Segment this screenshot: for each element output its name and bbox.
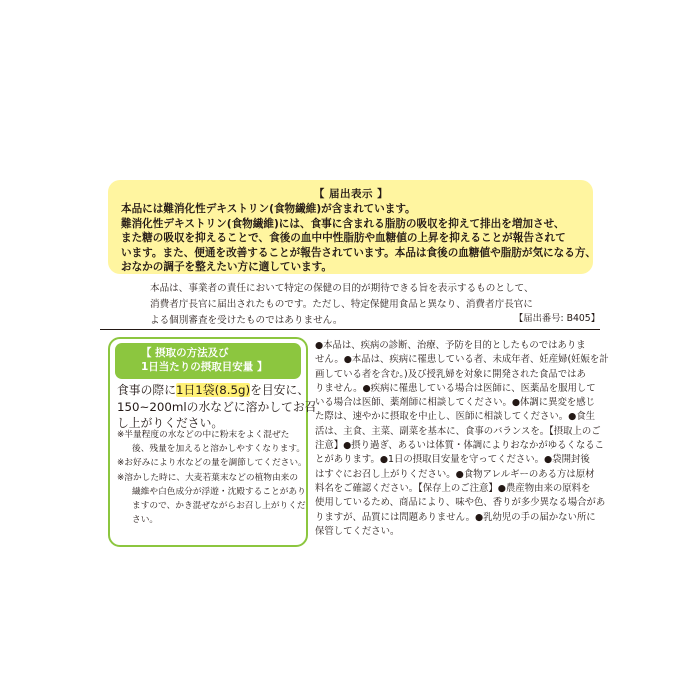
precaution-line: りません。●疾病に罹患している場合は医師に、医薬品を服用して [315,382,596,394]
precaution-line: せん。●本品は、疾病に罹患している者、未成年者、妊産婦(妊娠を計 [315,354,609,366]
intake-note [117,456,307,470]
dosage-highlight: 1日1袋(8.5g) [176,383,251,397]
precaution-line: 保管してください。 [315,525,400,537]
precaution-line: 使用しているため、商品により、味や色、香りが多少異なる場合があ [315,497,606,509]
intake-note [117,471,307,528]
notice-body [121,202,597,275]
notice-line: 本品には難消化性デキストリン(食物繊維)が含まれています。 [121,203,416,215]
notice-line: おなかの調子を整えたい方に適しています。 [121,261,333,274]
note-line: 繊維や白色成分が浮遊・沈殿することがあり [132,486,306,497]
precaution-line: 料名をご確認ください。【保存上のご注意】●農産物由来の原料を [315,482,591,494]
notice-line: 難消化性デキストリン(食物繊維)には、食事に含まれる脂肪の吸収を抑えて排出を増加させ、 [121,217,565,230]
notice-line: います。また、便通を改善することが報告されています。本品は食後の血糖値や脂肪が気になる方、 [121,246,597,259]
statement-line: 消費者庁長官に届出されたものです。ただし、特定保健用食品と異なり、消費者庁長官に [150,299,533,311]
note-line: さい。 [132,515,159,526]
divider [100,329,600,330]
notification-number: 【届出番号: B405】 [514,313,600,324]
intake-directions [117,382,317,432]
note-line: 後、残量を加えると溶かしやすくなります。 [132,444,306,455]
note-line: ※お好みにより水などの量を調節してください。 [117,458,307,469]
intake-line: 150~200mlの水などに溶かしてお召 [117,399,317,414]
intake-notes [117,428,307,527]
intake-line [117,382,310,399]
intake-note [117,428,307,456]
precaution-line: りますが、品質には問題ありません。●乳幼児の手の届かない所に [315,511,596,523]
intake-header-line: 【 摂取の方法及び [141,347,229,359]
intake-header-line: 1日当たりの摂取目安量 】 [141,361,268,373]
note-line: ※溶かした時に、大麦若葉末などの植物由来の [117,472,299,483]
intake-line: し上がりください。 [117,416,224,430]
precaution-line: はすぐにお召し上がりください。●食物アレルギーのある方は原材 [315,468,595,480]
statement-line: 本品は、事業者の責任において特定の保健の目的が期待できる旨を表示するものとして、 [150,283,534,294]
notice-title: 【 届出表示 】 [313,188,389,200]
intake-pre: 食事の際に [117,383,176,397]
precaution-line: いる場合は医師、薬剤師に相談してください。●体調に異変を感じ [315,397,596,409]
note-line: ※半量程度の水などの中に粉末をよく混ぜた [117,430,290,440]
precautions-text [315,339,609,539]
precaution-line: ●本品は、疾病の診断、治療、予防を目的としたものではありま [315,340,586,351]
notice-box [108,180,597,274]
precaution-line: 画している者を含む。)及び授乳婦を対象に開発された食品ではあ [315,368,586,380]
precaution-line: 注意】●摂り過ぎ、あるいは体質・体調によりおなかがゆるくなるこ [315,440,605,452]
intake-panel [108,337,317,547]
intake-post: を目安に、 [250,383,310,397]
notice-line: また糖の吸収を抑えることで、食後の血中中性脂肪や血糖値の上昇を抑えることが報告されて [121,232,566,245]
precaution-line: とがあります。●1日の摂取目安量を守ってください。●袋開封後 [315,454,590,466]
precaution-line: 活は、主食、主菜、副菜を基本に、食事のバランスを。【摂取上のご [315,425,601,437]
note-line: ますので、かき混ぜながらお召し上がりくだ [132,501,306,512]
statement-line: よる個別審査を受けたものではありません。 [150,315,343,327]
intake-header [115,343,301,379]
precaution-line: た際は、速やかに摂取を中止し、医師に相談してください。●食生 [315,411,596,423]
